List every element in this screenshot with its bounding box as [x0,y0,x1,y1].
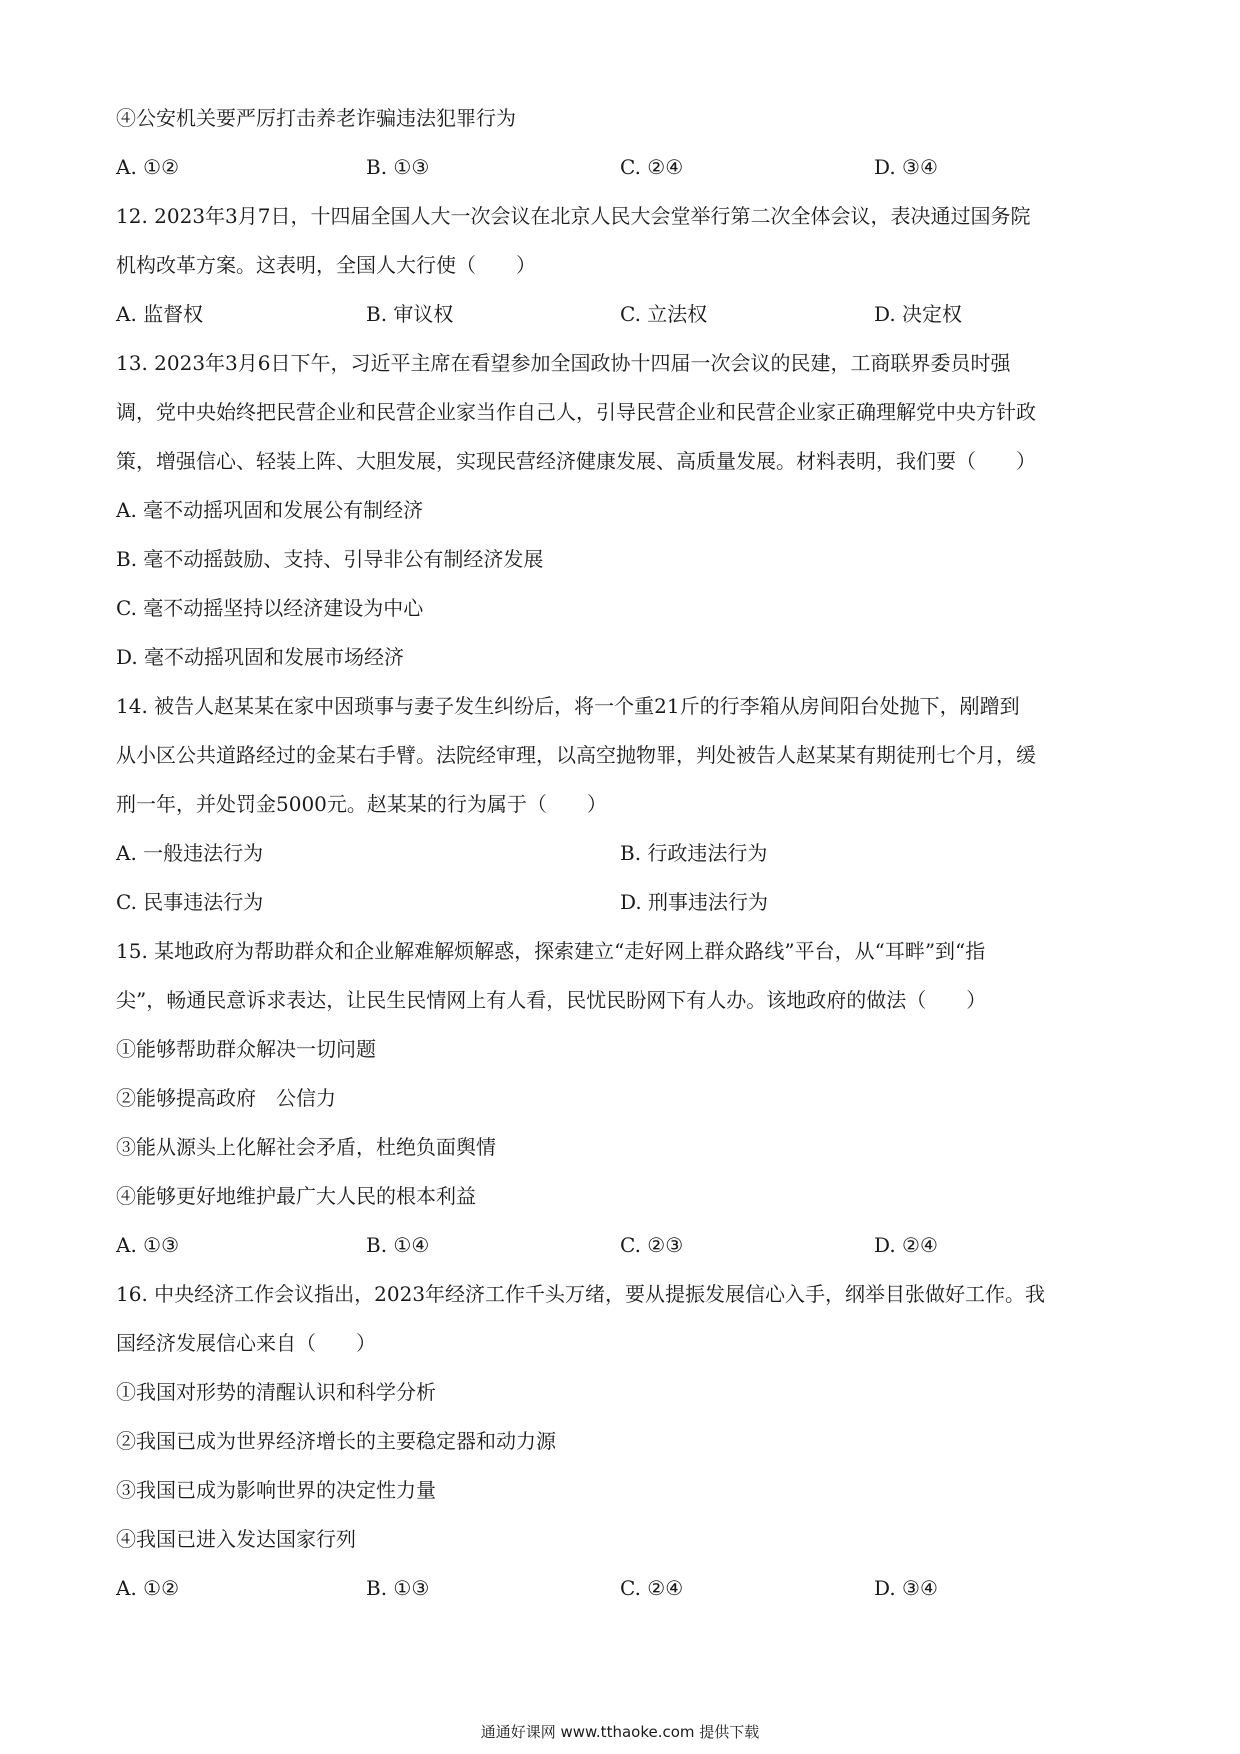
q13-option-a: A. 毫不动摇巩固和发展公有制经济 [116,498,424,522]
page-footer: 通通好课网 www.tthaoke.com 提供下载 [480,1723,760,1741]
q12-option-b: B. 审议权 [366,302,454,326]
q16-item-3: ③我国已成为影响世界的决定性力量 [116,1478,436,1502]
q13-option-b: B. 毫不动摇鼓励、支持、引导非公有制经济发展 [116,547,544,571]
q14-option-a: A. 一般违法行为 [116,841,264,865]
q11-option-a: A. ①② [116,155,180,179]
q15-stem-line-1: 15. 某地政府为帮助群众和企业解难解烦解惑，探索建立“走好网上群众路线”平台，从“耳畔”到“指 [116,939,986,963]
q15-option-a: A. ①③ [116,1233,180,1257]
q16-option-a: A. ①② [116,1576,180,1600]
q13-stem-line-1: 13. 2023年3月6日下午，习近平主席在看望参加全国政协十四届一次会议的民建，工商联界委员时强 [116,351,1011,375]
q16-stem-line-2: 国经济发展信心来自（ ） [116,1331,376,1355]
q15-stem-line-2: 尖”，畅通民意诉求表达，让民生民情网上有人看，民忧民盼网下有人办。该地政府的做法（ ） [116,988,987,1012]
q16-stem-line-1: 16. 中央经济工作会议指出，2023年经济工作千头万绪，要从提振发展信心入手，纲举目张做好工作。我 [116,1282,1046,1306]
q13-stem-line-2: 调，党中央始终把民营企业和民营企业家当作自己人，引导民营企业和民营企业家正确理解党中央方针政 [116,400,1036,424]
q14-option-c: C. 民事违法行为 [116,890,264,914]
q14-stem-line-1: 14. 被告人赵某某在家中因琐事与妻子发生纠纷后，将一个重21斤的行李箱从房间阳台处抛下，剐蹭到 [116,694,1020,718]
q12-stem-line-1: 12. 2023年3月7日，十四届全国人大一次会议在北京人民大会堂举行第二次全体会议，表决通过国务院 [116,204,1031,228]
q11-option-b: B. ①③ [366,155,430,179]
q15-option-d: D. ②④ [874,1233,938,1257]
q12-option-c: C. 立法权 [620,302,708,326]
q16-item-1: ①我国对形势的清醒认识和科学分析 [116,1380,436,1404]
q11-option-d: D. ③④ [874,155,938,179]
q15-item-3: ③能从源头上化解社会矛盾，杜绝负面舆情 [116,1135,496,1159]
q15-item-4: ④能够更好地维护最广大人民的根本利益 [116,1184,476,1208]
q14-option-d: D. 刑事违法行为 [620,890,769,914]
q14-stem-line-2: 从小区公共道路经过的金某右手臂。法院经审理，以高空抛物罪，判处被告人赵某某有期徒刑七个月，缓 [116,743,1036,767]
q13-stem-line-3: 策，增强信心、轻装上阵、大胆发展，实现民营经济健康发展、高质量发展。材料表明，我们要（ ） [116,449,1036,473]
q14-stem-line-3: 刑一年，并处罚金5000元。赵某某的行为属于（ ） [116,792,607,816]
q16-item-2: ②我国已成为世界经济增长的主要稳定器和动力源 [116,1429,556,1453]
q11-item-4: ④公安机关要严厉打击养老诈骗违法犯罪行为 [116,106,516,130]
q14-option-b: B. 行政违法行为 [620,841,768,865]
q13-option-d: D. 毫不动摇巩固和发展市场经济 [116,645,405,669]
q15-item-2: ②能够提高政府 公信力 [116,1086,336,1110]
q15-option-b: B. ①④ [366,1233,430,1257]
q12-option-a: A. 监督权 [116,302,204,326]
q12-option-d: D. 决定权 [874,302,963,326]
q13-option-c: C. 毫不动摇坚持以经济建设为中心 [116,596,424,620]
q16-option-c: C. ②④ [620,1576,684,1600]
q16-option-d: D. ③④ [874,1576,938,1600]
q11-option-c: C. ②④ [620,155,684,179]
q12-stem-line-2: 机构改革方案。这表明，全国人大行使（ ） [116,253,536,277]
q15-item-1: ①能够帮助群众解决一切问题 [116,1037,376,1061]
q16-option-b: B. ①③ [366,1576,430,1600]
q16-item-4: ④我国已进入发达国家行列 [116,1527,356,1551]
q15-option-c: C. ②③ [620,1233,684,1257]
